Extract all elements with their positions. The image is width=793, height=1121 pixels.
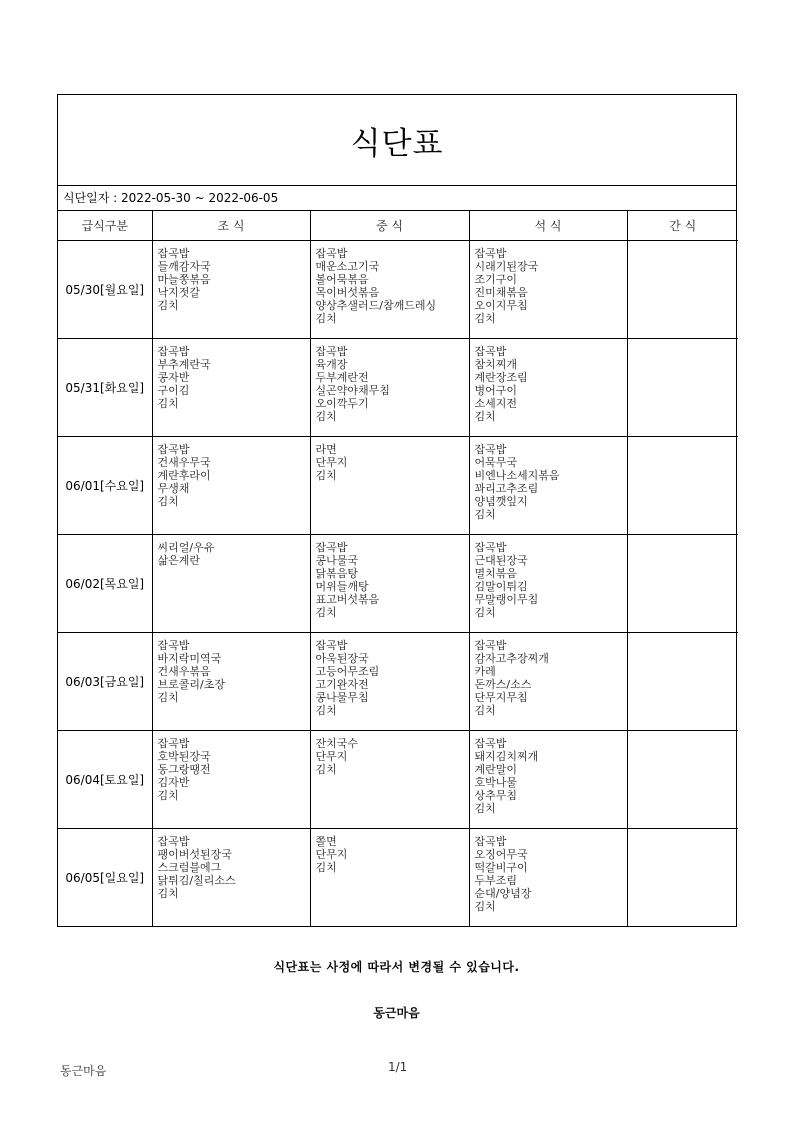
menu-item: 멸치볶음: [474, 567, 518, 580]
menu-item: 실곤약야채무침: [315, 384, 390, 397]
menu-item: 부추계란국: [157, 358, 211, 371]
menu-item: 삶은계란: [157, 554, 201, 567]
menu-item: 호박나물: [474, 776, 518, 789]
menu-item: 쫄면: [315, 835, 337, 848]
snack-cell: [627, 339, 738, 437]
menu-item: 라면: [315, 443, 337, 456]
menu-item: 비엔나소세지볶음: [474, 469, 560, 482]
day-label: 05/31[화요일]: [58, 339, 152, 437]
day-label: 06/01[수요일]: [58, 437, 152, 535]
menu-item: 상추무침: [474, 789, 518, 802]
menu-item: 돈까스/소스: [474, 678, 532, 691]
menu-item: 김자반: [157, 776, 190, 789]
organization-name: 동근마음: [373, 1006, 420, 1020]
header-dinner: 석 식: [469, 211, 627, 241]
lunch-cell: [310, 339, 469, 437]
table-row: [58, 339, 738, 437]
menu-table: [58, 211, 738, 926]
lunch-cell: [310, 829, 469, 927]
menu-item: 아욱된장국: [315, 652, 369, 665]
menu-item: 바지락미역국: [157, 652, 222, 665]
snack-cell: [627, 535, 738, 633]
menu-item: 김치: [157, 789, 179, 802]
menu-item: 머위들깨탕: [315, 580, 369, 593]
menu-item: 계란후라이: [157, 469, 211, 482]
lunch-cell: [310, 633, 469, 731]
menu-item: 김치: [315, 410, 337, 423]
dinner-cell: [469, 731, 627, 829]
day-label: 05/30[월요일]: [58, 241, 152, 339]
table-row: [58, 829, 738, 927]
menu-item: 김치: [157, 887, 179, 900]
page-title: 식단표: [58, 95, 736, 186]
menu-item: 잡곡밥: [157, 737, 190, 750]
menu-item: 김치: [315, 606, 337, 619]
lunch-cell: [310, 437, 469, 535]
menu-item: 김치: [315, 704, 337, 717]
menu-item: 잡곡밥: [474, 247, 507, 260]
menu-item: 무말랭이무침: [474, 593, 539, 606]
breakfast-cell: [152, 633, 310, 731]
menu-item: 김치: [474, 704, 496, 717]
breakfast-cell: [152, 829, 310, 927]
menu-item: 참치찌개: [474, 358, 518, 371]
menu-item: 김치: [474, 606, 496, 619]
menu-item: 잡곡밥: [474, 443, 507, 456]
snack-cell: [627, 731, 738, 829]
menu-item: 오이지무침: [474, 299, 528, 312]
menu-item: 계란장조림: [474, 371, 528, 384]
menu-item: 계란말이: [474, 763, 518, 776]
menu-item: 김치: [315, 312, 337, 325]
table-header-row: [58, 211, 738, 241]
header-breakfast: 조 식: [152, 211, 310, 241]
menu-item: 김치: [474, 410, 496, 423]
page-number: 1/1: [388, 1060, 408, 1074]
menu-item: 잡곡밥: [157, 247, 190, 260]
header-category: 급식구분: [58, 211, 152, 241]
breakfast-cell: [152, 535, 310, 633]
menu-item: 두부계란전: [315, 371, 369, 384]
menu-item: 스크럼블에그: [157, 861, 222, 874]
menu-item: 잡곡밥: [474, 639, 507, 652]
menu-item: 김치: [157, 397, 179, 410]
change-notice: 식단표는 사정에 따라서 변경될 수 있습니다.: [273, 960, 520, 974]
table-row: [58, 535, 738, 633]
menu-item: 팽이버섯된장국: [157, 848, 232, 861]
menu-item: 두부조림: [474, 874, 518, 887]
menu-item: 김말이튀김: [474, 580, 528, 593]
breakfast-cell: [152, 437, 310, 535]
menu-item: 김치: [315, 469, 337, 482]
menu-item: 오징어무국: [474, 848, 528, 861]
dinner-cell: [469, 633, 627, 731]
menu-item: 닭튀김/칠리소스: [157, 874, 236, 887]
menu-item: 돼지김치찌개: [474, 750, 539, 763]
breakfast-cell: [152, 339, 310, 437]
menu-item: 콩나물국: [315, 554, 359, 567]
snack-cell: [627, 241, 738, 339]
lunch-cell: [310, 241, 469, 339]
menu-item: 김치: [474, 508, 496, 521]
breakfast-cell: [152, 241, 310, 339]
breakfast-cell: [152, 731, 310, 829]
menu-item: 구이김: [157, 384, 190, 397]
dinner-cell: [469, 437, 627, 535]
menu-item: 어묵무국: [474, 456, 518, 469]
menu-item: 잡곡밥: [315, 541, 348, 554]
menu-item: 김치: [157, 299, 179, 312]
menu-item: 병어구이: [474, 384, 518, 397]
menu-item: 씨리얼/우유: [157, 541, 215, 554]
day-label: 06/02[목요일]: [58, 535, 152, 633]
menu-item: 목이버섯볶음: [315, 286, 380, 299]
menu-item: 콩자반: [157, 371, 190, 384]
dinner-cell: [469, 339, 627, 437]
menu-item: 오이깍두기: [315, 397, 369, 410]
lunch-cell: [310, 535, 469, 633]
menu-item: 고기완자전: [315, 678, 369, 691]
menu-item: 마늘쫑볶음: [157, 273, 211, 286]
menu-item: 단무지: [315, 848, 348, 861]
menu-item: 김치: [157, 691, 179, 704]
menu-item: 닭볶음탕: [315, 567, 359, 580]
menu-item: 조기구이: [474, 273, 518, 286]
menu-item: 잡곡밥: [474, 345, 507, 358]
day-label: 06/05[일요일]: [58, 829, 152, 927]
menu-item: 단무지무침: [474, 691, 528, 704]
menu-item: 감자고추장찌개: [474, 652, 549, 665]
menu-item: 김치: [157, 495, 179, 508]
header-snack: 간 식: [627, 211, 738, 241]
menu-item: 무생채: [157, 482, 190, 495]
menu-item: 진미채볶음: [474, 286, 528, 299]
menu-item: 고등어무조림: [315, 665, 380, 678]
table-row: [58, 241, 738, 339]
menu-item: 잡곡밥: [474, 835, 507, 848]
menu-item: 소세지전: [474, 397, 518, 410]
snack-cell: [627, 437, 738, 535]
menu-item: 양상추샐러드/참깨드레싱: [315, 299, 437, 312]
menu-item: 잡곡밥: [157, 835, 190, 848]
snack-cell: [627, 829, 738, 927]
menu-item: 잡곡밥: [157, 443, 190, 456]
day-label: 06/04[토요일]: [58, 731, 152, 829]
menu-item: 건새우무국: [157, 456, 211, 469]
table-row: [58, 633, 738, 731]
menu-item: 동그랑땡전: [157, 763, 211, 776]
menu-item: 콩나물무침: [315, 691, 369, 704]
menu-item: 근대된장국: [474, 554, 528, 567]
menu-item: 단무지: [315, 750, 348, 763]
menu-item: 김치: [474, 802, 496, 815]
menu-item: 김치: [474, 900, 496, 913]
dinner-cell: [469, 829, 627, 927]
menu-item: 육개장: [315, 358, 348, 371]
menu-item: 잡곡밥: [315, 639, 348, 652]
menu-item: 잡곡밥: [157, 345, 190, 358]
table-row: [58, 437, 738, 535]
menu-item: 잡곡밥: [315, 345, 348, 358]
menu-item: 단무지: [315, 456, 348, 469]
menu-item: 꽈리고추조림: [474, 482, 539, 495]
menu-item: 잡곡밥: [474, 737, 507, 750]
menu-period: 식단일자 : 2022-05-30 ~ 2022-06-05: [58, 186, 736, 211]
menu-item: 김치: [315, 861, 337, 874]
menu-item: 잔치국수: [315, 737, 359, 750]
menu-item: 잡곡밥: [315, 247, 348, 260]
snack-cell: [627, 633, 738, 731]
menu-item: 카레: [474, 665, 496, 678]
menu-item: 잡곡밥: [474, 541, 507, 554]
menu-item: 낙지젓갈: [157, 286, 201, 299]
menu-item: 양념깻잎지: [474, 495, 528, 508]
menu-item: 건새우볶음: [157, 665, 211, 678]
menu-item: 김치: [315, 763, 337, 776]
menu-item: 김치: [474, 312, 496, 325]
day-label: 06/03[금요일]: [58, 633, 152, 731]
menu-item: 들깨감자국: [157, 260, 211, 273]
menu-item: 시래기된장국: [474, 260, 539, 273]
menu-item: 호박된장국: [157, 750, 211, 763]
menu-sheet: [57, 94, 737, 927]
dinner-cell: [469, 241, 627, 339]
menu-item: 잡곡밥: [157, 639, 190, 652]
menu-item: 떡갈비구이: [474, 861, 528, 874]
header-lunch: 중 식: [310, 211, 469, 241]
dinner-cell: [469, 535, 627, 633]
menu-item: 표고버섯볶음: [315, 593, 380, 606]
menu-item: 매운소고기국: [315, 260, 380, 273]
footer-organization: 동근마음: [60, 1064, 107, 1078]
menu-item: 순대/양념장: [474, 887, 532, 900]
menu-item: 볼어묵볶음: [315, 273, 369, 286]
lunch-cell: [310, 731, 469, 829]
menu-item: 브로콜리/초장: [157, 678, 225, 691]
table-row: [58, 731, 738, 829]
